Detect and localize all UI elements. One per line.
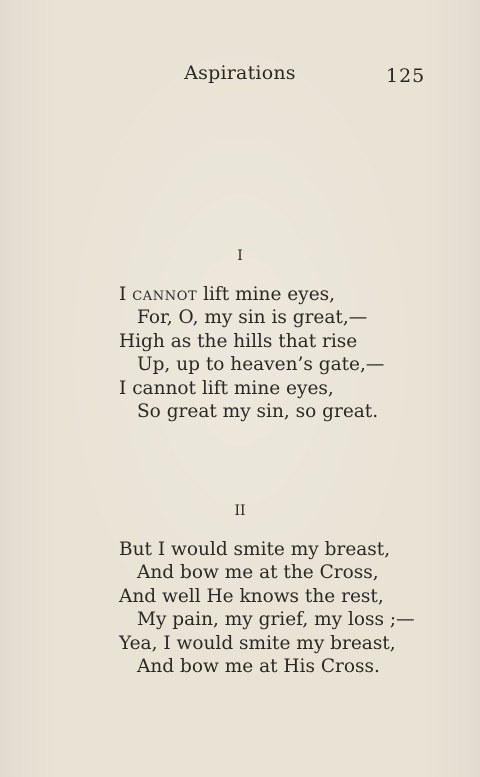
poem-line: And well He knows the rest, bbox=[119, 585, 384, 607]
poem-line: High as the hills that rise bbox=[119, 330, 358, 352]
line-rest: lift mine eyes, bbox=[197, 284, 336, 305]
poem-line: I cannot lift mine eyes, bbox=[119, 377, 334, 399]
page-number: 125 bbox=[386, 65, 426, 87]
poem-line: My pain, my grief, my loss ;— bbox=[137, 609, 415, 631]
poem-line: So great my sin, so great. bbox=[137, 401, 379, 423]
poem-line: And bow me at His Cross. bbox=[137, 656, 380, 678]
stanza-2 bbox=[119, 538, 415, 678]
poem-line: Yea, I would smite my breast, bbox=[119, 632, 396, 654]
line-smallcaps-word: cannot bbox=[132, 284, 198, 305]
section-numeral-1: I bbox=[237, 248, 243, 264]
poem-line bbox=[119, 283, 384, 306]
poem-line: And bow me at the Cross, bbox=[137, 562, 379, 584]
stanza-1 bbox=[119, 283, 384, 423]
poem-line: But I would smite my breast, bbox=[119, 539, 391, 560]
running-title: Aspirations bbox=[184, 62, 296, 84]
poem-line: For, O, my sin is great,— bbox=[137, 307, 368, 329]
poem-line: Up, up to heaven’s gate,— bbox=[137, 354, 385, 376]
line-lead: I bbox=[119, 284, 133, 305]
section-numeral-2: II bbox=[234, 503, 246, 519]
